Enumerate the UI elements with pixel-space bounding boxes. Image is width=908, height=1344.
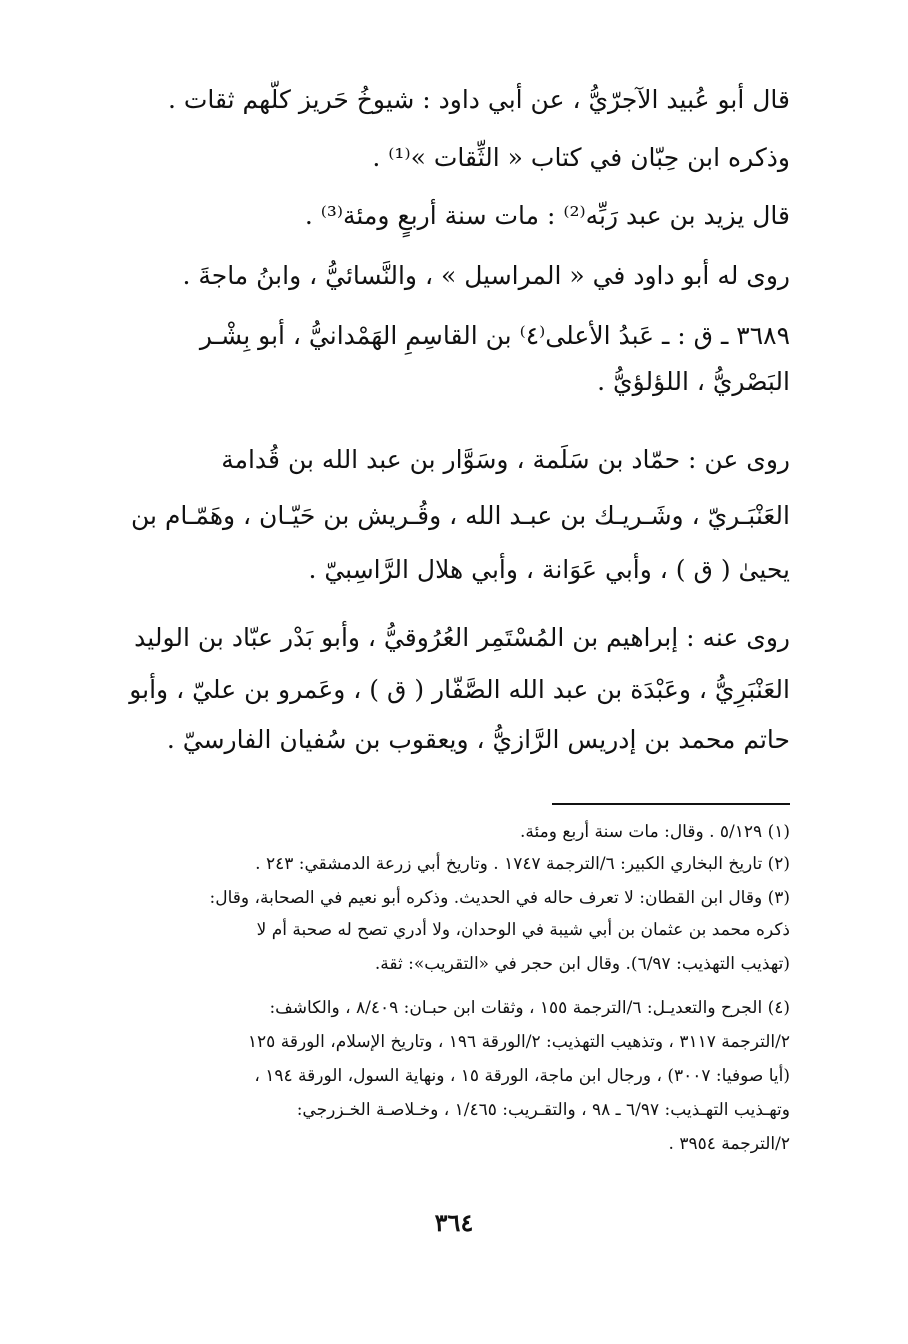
- narrated-by-line-2: العَنْبَرِيُّ ، وعَبْدَة بن عبد الله الصَّفّار ( ق ) ، وعَمرو بن عليّ ، وأبو: [129, 675, 790, 704]
- footnote-4-line-3: (أيا صوفيا: ٣٠٠٧) ، ورجال ابن ماجة، الورقة ١٥ ، ونهاية السول، الورقة ١٩٤ ،: [254, 1066, 790, 1086]
- footnote-4-line-5: ٢/الترجمة ٣٩٥٤ .: [668, 1134, 790, 1154]
- footnote-4-line-2: ٢/الترجمة ٣١١٧ ، وتذهيب التهذيب: ٢/الورقة ١٩٦ ، وتاريخ الإسلام، الورقة ١٢٥: [247, 1032, 790, 1052]
- narrated-from-line-3: يحيىٰ ( ق ) ، وأبي عَوَانة ، وأبي هلال الرَّاسِبيّ .: [308, 555, 790, 584]
- footnote-1: (١) ٥/١٢٩ . وقال: مات سنة أربع ومئة.: [520, 822, 790, 842]
- footnote-divider: [552, 803, 790, 805]
- footnote-4-line-4: وتهـذيب التهـذيب: ٦/٩٧ ـ ٩٨ ، والتقـريب: ١/٤٦٥ ، وخـلاصـة الخـزرجي:: [296, 1100, 790, 1120]
- main-line-1: قال أبو عُبيد الآجرّيُّ ، عن أبي داود : شيوخُ حَريز كلُّهم ثقات .: [167, 85, 790, 114]
- entry-heading-line-2: البَصْريُّ ، اللؤلؤيُّ .: [597, 367, 790, 396]
- footnote-4-line-1: (٤) الجرح والتعديـل: ٦/الترجمة ١٥٥ ، وثقات ابن حبـان: ٨/٤٠٩ ، والكاشف:: [269, 998, 790, 1018]
- narrated-by-line-1: روى عنه : إبراهيم بن المُسْتَمِر العُرُوقيُّ ، وأبو بَدْر عبّاد بن الوليد: [134, 623, 790, 652]
- footnote-2: (٢) تاريخ البخاري الكبير: ٦/الترجمة ١٧٤٧ . وتاريخ أبي زرعة الدمشقي: ٢٤٣ .: [255, 854, 790, 874]
- footnote-3-line-1: (٣) وقال ابن القطان: لا تعرف حاله في الحديث. وذكره أبو نعيم في الصحابة، وقال:: [209, 888, 790, 908]
- entry-heading-line-1: ٣٦٨٩ ـ ق : ـ عَبدُ الأعلى⁽٤⁾ بن القاسِمِ الهَمْدانيُّ ، أبو بِشْـر: [199, 321, 790, 350]
- main-line-3: قال يزيد بن عبد رَبِّه⁽²⁾ : مات سنة أربعٍ ومئة⁽³⁾ .: [304, 201, 790, 230]
- page-number: ٣٦٤: [434, 1208, 474, 1237]
- main-line-2: وذكره ابن حِبّان في كتاب « الثِّقات »⁽¹⁾ .: [372, 143, 790, 172]
- footnote-3-line-3: (تهذيب التهذيب: ٦/٩٧). وقال ابن حجر في «التقريب»: ثقة.: [374, 954, 790, 974]
- narrated-from-line-1: روى عن : حمّاد بن سَلَمة ، وسَوَّار بن عبد الله بن قُدامة: [221, 445, 790, 474]
- footnote-3-line-2: ذكره محمد بن عثمان بن أبي شيبة في الوحدان، ولا أدري تصح له صحبة أم لا: [256, 920, 790, 940]
- narrated-from-line-2: العَنْبَـريّ ، وشَـريـك بن عبـد الله ، وقُـريش بن حَيّـان ، وهَمّـام بن: [131, 501, 790, 530]
- narrated-by-line-3: حاتم محمد بن إدريس الرَّازيُّ ، ويعقوب بن سُفيان الفارسيّ .: [166, 725, 790, 754]
- main-line-4: روى له أبو داود في « المراسيل » ، والنَّسائيُّ ، وابنُ ماجةَ .: [182, 261, 790, 290]
